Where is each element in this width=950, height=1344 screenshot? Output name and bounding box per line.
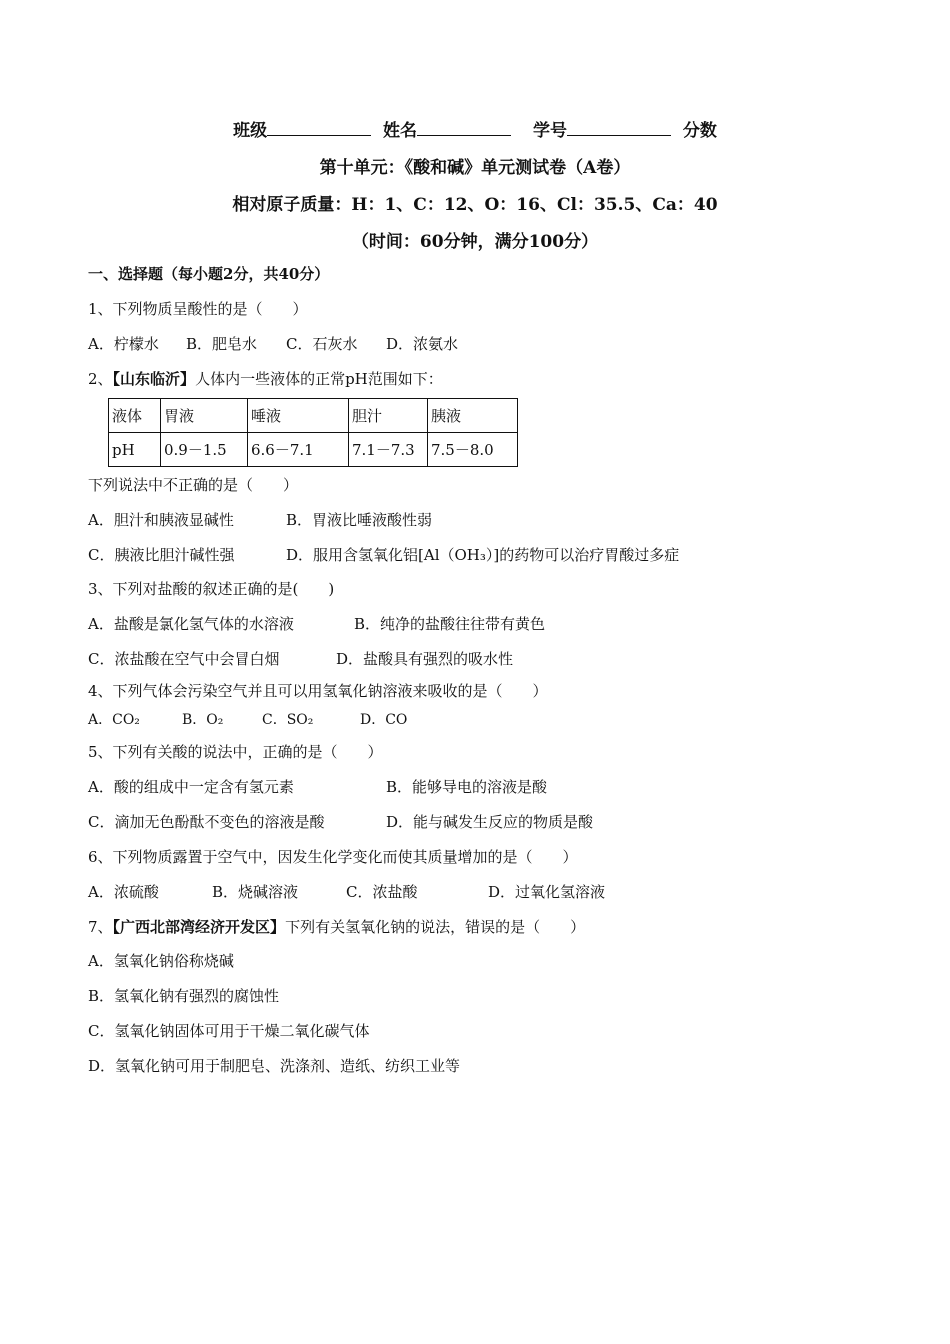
question-1-options (88, 333, 458, 354)
page-title: 第十单元：《酸和碱》单元测试卷（A卷） (319, 158, 631, 178)
q1-option-a[interactable]: A．柠檬水 (88, 335, 159, 353)
question-2-options-row2 (88, 544, 679, 565)
q4-option-d[interactable]: D．CO (360, 712, 408, 728)
question-2-stem (88, 368, 443, 389)
question-7-stem (88, 916, 585, 937)
q7-text: 下列有关氢氧化钠的说法，错误的是（ ） (285, 918, 586, 936)
table-cell: 7.1－7.3 (349, 433, 428, 467)
question-6-options (88, 881, 605, 902)
student-id-label: 学号 (532, 121, 567, 141)
q3-option-b[interactable]: B．纯净的盐酸往往带有黄色 (354, 615, 546, 633)
q3-option-a[interactable]: A．盐酸是氯化氢气体的水溶液 (88, 615, 294, 633)
q1-option-b[interactable]: B．肥皂水 (186, 335, 258, 353)
q3-option-d[interactable]: D．盐酸具有强烈的吸水性 (336, 650, 514, 668)
q1-option-c[interactable]: C．石灰水 (286, 335, 358, 353)
q7-option-b[interactable]: B．氢氧化钠有强烈的腐蚀性 (88, 987, 280, 1005)
table-cell: 0.9－1.5 (161, 433, 248, 467)
table-cell: 胆汁 (349, 399, 428, 433)
q6-option-d[interactable]: D．过氧化氢溶液 (488, 883, 606, 901)
name-label: 姓名 (383, 121, 418, 141)
class-label: 班级 (233, 121, 268, 141)
q2-text: 人体内一些液体的正常pH范围如下： (195, 370, 443, 388)
question-3-options-row2 (88, 648, 513, 669)
table-row (109, 399, 518, 433)
table-cell: 液体 (109, 399, 161, 433)
q4-option-b[interactable]: B．O₂ (182, 712, 224, 728)
question-2-options-row1 (88, 509, 432, 530)
question-3-options-row1 (88, 613, 545, 634)
q6-option-a[interactable]: A．浓硫酸 (88, 883, 159, 901)
q2-option-d[interactable]: D．服用含氢氧化铝[Al（OH₃）]的药物可以治疗胃酸过多症 (286, 546, 680, 564)
section-title: 一、选择题（每小题2分，共40分） (88, 265, 330, 283)
name-blank[interactable] (417, 120, 511, 136)
time-info: （时间：60分钟，满分100分） (351, 232, 599, 252)
question-5-options-row1 (88, 776, 547, 797)
score-label: 分数 (682, 121, 717, 141)
question-1-stem: 1、下列物质呈酸性的是（ ） (88, 300, 308, 318)
q2-option-c[interactable]: C．胰液比胆汁碱性强 (88, 546, 235, 564)
q7-source: 【广西北部湾经济开发区】 (112, 918, 286, 936)
class-blank[interactable] (267, 120, 371, 136)
q2-option-a[interactable]: A．胆汁和胰液显碱性 (88, 511, 234, 529)
q2-number: 2、 (88, 370, 113, 388)
student-id-blank[interactable] (567, 120, 671, 136)
q5-option-c[interactable]: C．滴加无色酚酞不变色的溶液是酸 (88, 813, 325, 831)
table-cell: 6.6－7.1 (248, 433, 349, 467)
q5-option-d[interactable]: D．能与碱发生反应的物质是酸 (386, 813, 594, 831)
q5-option-b[interactable]: B．能够导电的溶液是酸 (386, 778, 548, 796)
question-5-options-row2 (88, 811, 593, 832)
q4-option-a[interactable]: A．CO₂ (88, 712, 140, 728)
q2-option-b[interactable]: B．胃液比唾液酸性弱 (286, 511, 433, 529)
q5-option-a[interactable]: A．酸的组成中一定含有氢元素 (88, 778, 294, 796)
question-5-stem: 5、下列有关酸的说法中，正确的是（ ） (88, 743, 383, 761)
question-4-stem: 4、下列气体会污染空气并且可以用氢氧化钠溶液来吸收的是（ ） (88, 682, 548, 700)
q3-option-c[interactable]: C．浓盐酸在空气中会冒白烟 (88, 650, 280, 668)
q7-option-c[interactable]: C．氢氧化钠固体可用于干燥二氧化碳气体 (88, 1022, 370, 1040)
q4-option-c[interactable]: C．SO₂ (262, 712, 314, 728)
q6-option-c[interactable]: C．浓盐酸 (346, 883, 418, 901)
question-2-question: 下列说法中不正确的是（ ） (88, 476, 299, 494)
q1-option-d[interactable]: D．浓氨水 (386, 335, 459, 353)
q7-number: 7、 (88, 918, 113, 936)
table-cell: 唾液 (248, 399, 349, 433)
table-cell: 7.5－8.0 (428, 433, 518, 467)
q7-option-d[interactable]: D．氢氧化钠可用于制肥皂、洗涤剂、造纸、纺织工业等 (88, 1057, 461, 1075)
q2-source: 【山东临沂】 (112, 370, 196, 388)
atomic-mass-line: 相对原子质量：H：1、C：12、O：16、Cl：35.5、Ca：40 (232, 195, 718, 215)
q7-option-a[interactable]: A．氢氧化钠俗称烧碱 (88, 952, 234, 970)
table-cell: pH (109, 433, 161, 467)
student-info-line (0, 116, 950, 141)
question-4-options (88, 709, 407, 729)
ph-table (108, 398, 518, 467)
table-cell: 胃液 (161, 399, 248, 433)
table-cell: 胰液 (428, 399, 518, 433)
question-6-stem: 6、下列物质露置于空气中，因发生化学变化而使其质量增加的是（ ） (88, 848, 578, 866)
q6-option-b[interactable]: B．烧碱溶液 (212, 883, 299, 901)
question-3-stem: 3、下列对盐酸的叙述正确的是( ) (88, 580, 335, 598)
table-row (109, 433, 518, 467)
